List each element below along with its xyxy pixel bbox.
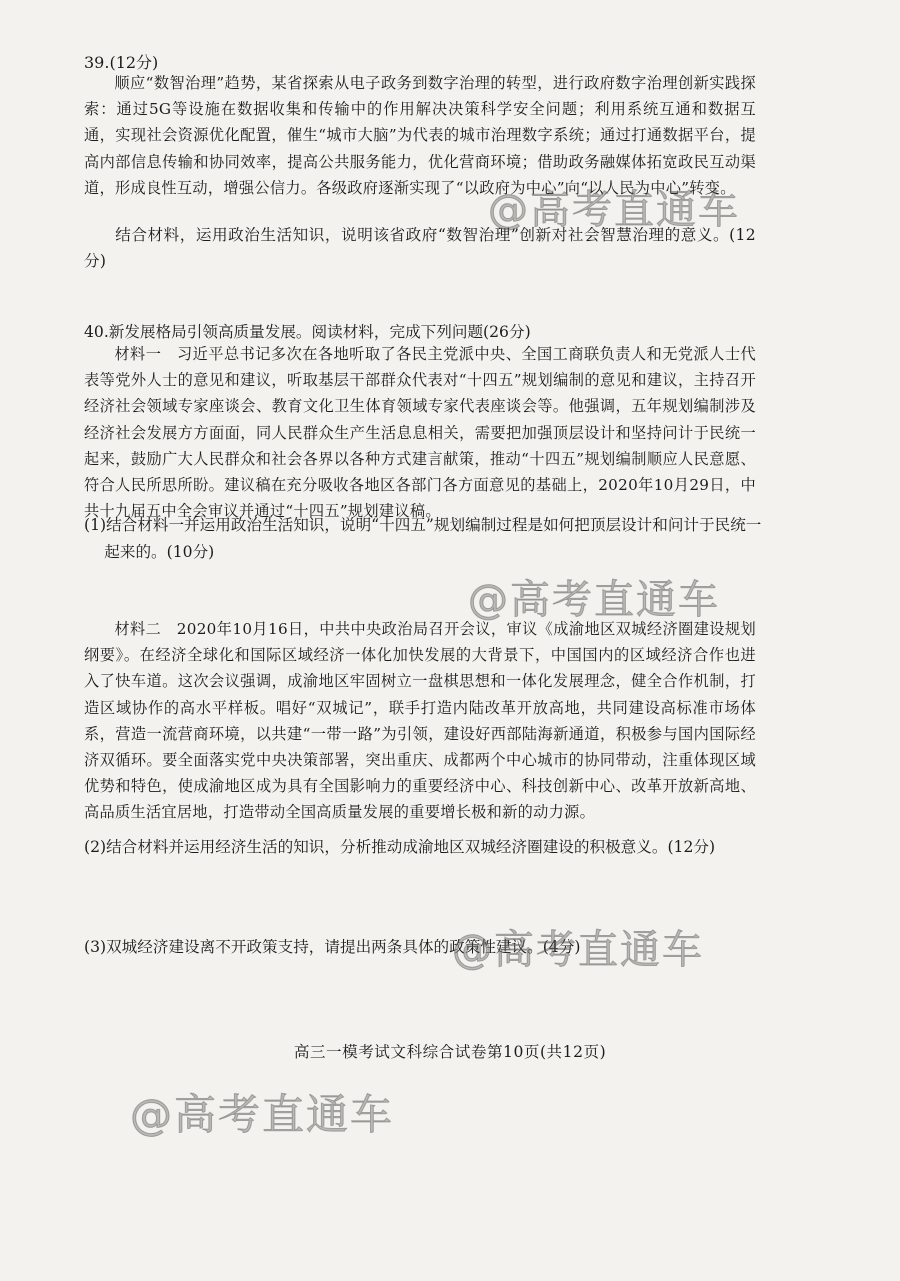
question-40-material-2: 材料二 2020年10月16日，中共中央政治局召开会议，审议《成渝地区双城经济圈建设规划纲要》。在经济全球化和国际区域经济一体化加快发展的大背景下，中国国内的区域经济合作也进入了快车道。这次会议强调，成渝地区牢固树立一盘棋思想和一体化发展理念，健全合作机制，打造区域协作的高水平样板。唱好“双城记”，联手打造内陆改革开放高地，共同建设高标准市场体系，营造一流营商环境，以共建“一带一路”为引领，建设好西部陆海新通道，积极参与国内国际经济双循环。要全面落实党中央决策部署，突出重庆、成都两个中心城市的协同带动，注重体现区域优势和特色，使成渝地区成为具有全国影响力的重要经济中心、科技创新中心、改革开放新高地、高品质生活宜居地，打造带动全国高质量发展的重要增长极和新的动力源。 xyxy=(84,620,756,822)
question-40-part-2: (2)结合材料并运用经济生活的知识，分析推动成渝地区双城经济圈建设的积极意义。(12分) xyxy=(84,838,716,856)
question-39-material: 顺应“数智治理”趋势，某省探索从电子政务到数字治理的转型，进行政府数字治理创新实践探索：通过5G等设施在数据收集和传输中的作用解决决策科学安全问题；利用系统互通和数据互通，实现社会资源优化配置，催生“城市大脑”为代表的城市治理数字系统；通过打通数据平台，提高内部信息传输和协同效率，提高公共服务能力，优化营商环境；借助政务融媒体拓宽政民互动渠道，形成良性互动，增强公信力。各级政府逐渐实现了“以政府为中心”向“以人民为中心”转变。 xyxy=(84,74,756,197)
watermark: @高考直通车 xyxy=(488,187,740,233)
page-footer: 高三一模考试文科综合试卷第10页(共12页) xyxy=(293,1043,607,1061)
question-40-part-3: (3)双城经济建设离不开政策支持，请提出两条具体的政策性建议。(4分) xyxy=(84,938,581,956)
question-40-part-1: (1)结合材料一并运用政治生活知识，说明“十四五”规划编制过程是如何把顶层设计和问计于民统一起来的。(10分) xyxy=(84,516,762,561)
question-40-material-1: 材料一 习近平总书记多次在各地听取了各民主党派中央、全国工商联负责人和无党派人士代表等党外人士的意见和建议，听取基层干部群众代表对“十四五”规划编制的意见和建议，主持召开经济社会领域专家座谈会、教育文化卫生体育领域专家代表座谈会等。他强调，五年规划编制涉及经济社会发展方方面面，同人民群众生产生活息息相关，需要把加强顶层设计和坚持问计于民统一起来，鼓励广大人民群众和社会各界以各种方式建言献策，推动“十四五”规划编制顺应人民意愿、符合人民所思所盼。建议稿在充分吸收各地区各部门各方面意见的基础上，2020年10月29日，中共十九届五中全会审议并通过“十四五”规划建议稿。 xyxy=(84,345,756,521)
question-40-header: 40.新发展格局引领高质量发展。阅读材料，完成下列问题(26分) xyxy=(84,323,531,341)
watermark: @高考直通车 xyxy=(468,577,720,623)
question-39-header: 39.(12分) xyxy=(84,53,159,72)
question-39-prompt: 结合材料，运用政治生活知识，说明该省政府“数智治理”创新对社会智慧治理的意义。(12分) xyxy=(84,226,756,271)
watermark: @高考直通车 xyxy=(130,1090,395,1139)
watermark: @高考直通车 xyxy=(452,927,704,973)
